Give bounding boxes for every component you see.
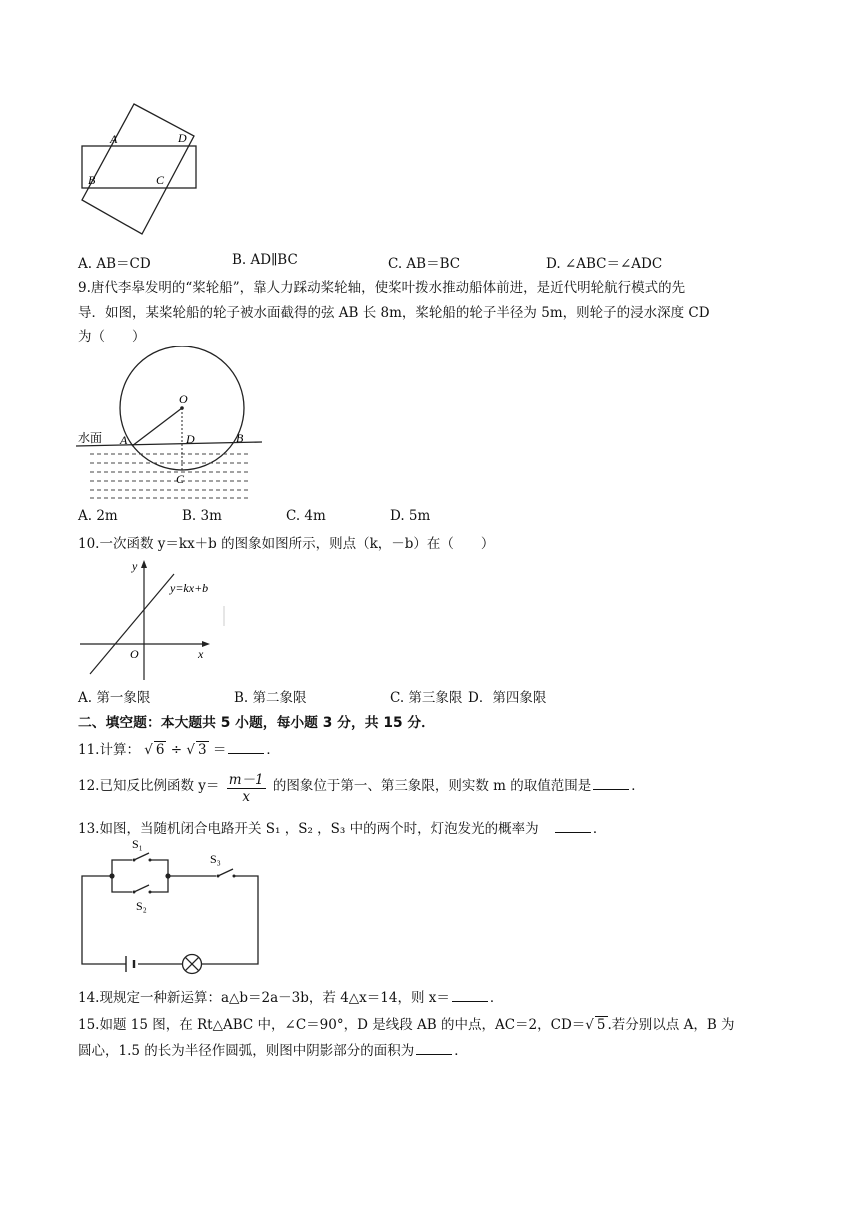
q11-radical-b: √ 3	[186, 742, 207, 758]
q9-option-a: A. 2m	[78, 508, 118, 524]
q10-graph	[78, 556, 228, 682]
q9-label-d: D	[186, 432, 195, 446]
q11-radical-a: √ 6	[144, 742, 165, 758]
q11-line	[78, 738, 280, 758]
q9-text-line3: 为（ ）	[78, 329, 146, 345]
q13-label-s2: S₂	[136, 899, 147, 913]
q15-line2	[78, 1039, 468, 1059]
q8-label-a: A	[110, 132, 118, 146]
q13-circuit	[78, 836, 268, 978]
q11-eq: ＝	[212, 742, 227, 758]
q10-option-d: D．第四象限	[468, 690, 547, 706]
q10-line-label: y=kx+b	[170, 581, 209, 595]
q13-label-s3: S₃	[210, 852, 221, 866]
q15-text1b: .若分别以点 A，B 为	[607, 1017, 735, 1033]
q13-line	[78, 817, 606, 837]
q13-text: 13.如图，当随机闭合电路开关 S₁ ，S₂ ，S₃ 中的两个时，灯泡发光的概率为	[78, 821, 539, 837]
q10-origin: O	[130, 647, 139, 661]
q10-option-b: B. 第二象限	[234, 690, 307, 706]
q15-text2: 圆心，1.5 的长为半径作圆弧，则图中阴影部分的面积为	[78, 1043, 415, 1059]
q9-option-c: C. 4m	[286, 508, 326, 524]
q8-option-b: B. AD∥BC	[232, 252, 298, 268]
q14-end: ．	[489, 990, 504, 1006]
q9-option-d: D. 5m	[390, 508, 431, 524]
q10-axis-x: x	[198, 647, 204, 661]
q12-denominator: x	[242, 789, 250, 805]
q9-text-line1: 9.唐代李皋发明的“桨轮船”，靠人力踩动桨轮轴，使桨叶拨水推动船体前进，是近代明轮航行模式的先	[78, 280, 686, 296]
q13-end: ．	[592, 821, 607, 837]
q8-label-b: B	[88, 173, 96, 187]
q10-axis-y: y	[132, 559, 138, 573]
q9-text-line2: 导．如图，某桨轮船的轮子被水面截得的弦 AB 长 8m，桨轮船的轮子半径为 5m，则轮子的浸水深度 CD	[78, 305, 710, 321]
q15-end: ．	[454, 1043, 468, 1059]
q12-end: ．	[631, 778, 645, 794]
q15-text1: 15.如题 15 图，在 Rt△ABC 中，∠C＝90°，D 是线段 AB 的中点，AC＝2，CD＝	[78, 1017, 586, 1033]
q9-label-a: A	[120, 433, 128, 447]
q8-option-d: D. ∠ABC＝∠ADC	[546, 256, 663, 272]
q12-prefix: 12.已知反比例函数 y＝	[78, 778, 220, 794]
q12-suffix: 的图象位于第一、第三象限，则实数 m 的取值范围是	[272, 778, 592, 794]
q8-figure	[76, 98, 204, 240]
q11-blank[interactable]	[228, 741, 264, 754]
q11-prefix: 11.计算：	[78, 742, 140, 758]
q9-label-c: C	[176, 472, 185, 486]
q9-label-b: B	[236, 431, 244, 445]
q10-option-c: C. 第三象限	[390, 690, 463, 706]
q12-line	[78, 768, 645, 805]
q14-line	[78, 986, 503, 1006]
q9-figure	[76, 346, 266, 504]
q10-text: 10.一次函数 y＝kx＋b 的图象如图所示，则点（k，－b）在（ ）	[78, 536, 495, 552]
q12-fraction	[227, 768, 266, 805]
q8-label-d: D	[178, 131, 187, 145]
q15-blank[interactable]	[416, 1042, 452, 1055]
q9-label-o: O	[179, 392, 188, 406]
q11-op: ÷	[170, 742, 183, 758]
q15-line1	[78, 1013, 735, 1033]
q15-radical: √ 5	[585, 1017, 606, 1033]
q14-blank[interactable]	[452, 989, 488, 1002]
q9-water-label: 水面	[78, 431, 103, 445]
section-title: 二、填空题：本大题共 5 小题，每小题 3 分，共 15 分．	[78, 715, 435, 731]
q14-text: 14.现规定一种新运算：a△b＝2a－3b，若 4△x＝14，则 x＝	[78, 990, 450, 1006]
q8-option-c: C. AB＝BC	[388, 256, 461, 272]
q13-label-s1: S₁	[132, 837, 143, 851]
q12-numerator: m－1	[227, 768, 266, 789]
q12-blank[interactable]	[593, 777, 629, 790]
q11-end: ．	[266, 742, 280, 758]
q8-option-a: A. AB＝CD	[78, 256, 151, 272]
q13-blank[interactable]	[555, 820, 591, 833]
q8-label-c: C	[156, 173, 165, 187]
q10-option-a: A. 第一象限	[78, 690, 151, 706]
q9-option-b: B. 3m	[182, 508, 222, 524]
